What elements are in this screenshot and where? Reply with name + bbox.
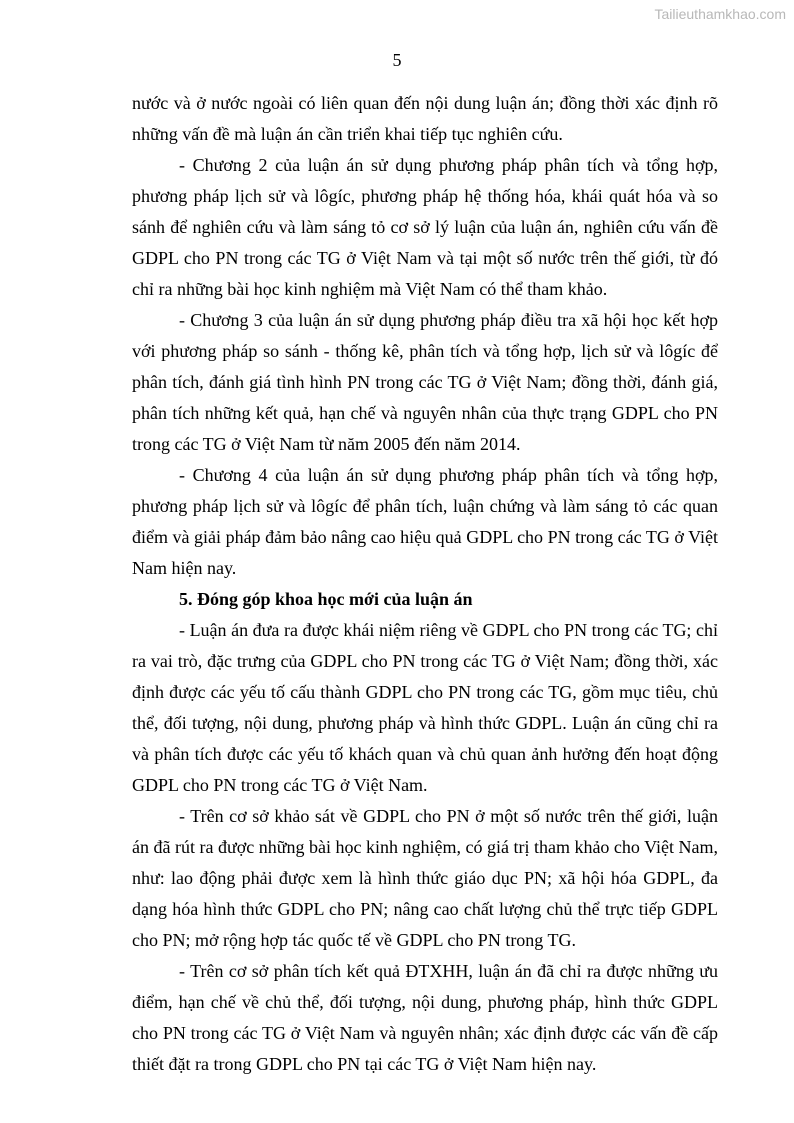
page-number: 5 [392,50,402,70]
paragraph-chapter-3: - Chương 3 của luận án sử dụng phương pháp điều tra xã hội học kết hợp với phương pháp so sánh - thống kê, phân tích và tổng hợp, lịch sử và lôgíc để phân tích, đánh giá tình hình PN trong các TG ở Việt Nam; đồng thời, đánh giá, phân tích những kết quả, hạn chế và nguyên nhân của thực trạng GDPL cho PN trong các TG ở Việt Nam từ năm 2005 đến năm 2014. [132,310,718,454]
paragraph-contribution-1: - Luận án đưa ra được khái niệm riêng về GDPL cho PN trong các TG; chỉ ra vai trò, đặc trưng của GDPL cho PN trong các TG ở Việt Nam; đồng thời, xác định được các yếu tố cấu thành GDPL cho PN trong các TG, gồm mục tiêu, chủ thể, đối tượng, nội dung, phương pháp và hình thức GDPL. Luận án cũng chỉ ra và phân tích được các yếu tố khách quan và chủ quan ảnh hưởng đến hoạt động GDPL cho PN trong các TG ở Việt Nam. [132,620,718,795]
page-body [132,88,718,1080]
paragraph-chapter-4: - Chương 4 của luận án sử dụng phương pháp phân tích và tổng hợp, phương pháp lịch sử và lôgíc để phân tích, luận chứng và làm sáng tỏ các quan điểm và giải pháp đảm bảo nâng cao hiệu quả GDPL cho PN trong các TG ở Việt Nam hiện nay. [132,465,718,578]
paragraph-contribution-2: - Trên cơ sở khảo sát về GDPL cho PN ở một số nước trên thế giới, luận án đã rút ra được những bài học kinh nghiệm, có giá trị tham khảo cho Việt Nam, như: lao động phải được xem là hình thức giáo dục PN; xã hội hóa GDPL, đa dạng hóa hình thức GDPL cho PN; nâng cao chất lượng chủ thể trực tiếp GDPL cho PN; mở rộng hợp tác quốc tế về GDPL cho PN trong TG. [132,806,718,950]
paragraph-chapter-2: - Chương 2 của luận án sử dụng phương pháp phân tích và tổng hợp, phương pháp lịch sử và lôgíc, phương pháp hệ thống hóa, khái quát hóa và so sánh để nghiên cứu và làm sáng tỏ cơ sở lý luận của luận án, nghiên cứu vấn đề GDPL cho PN trong các TG ở Việt Nam và tại một số nước trên thế giới, từ đó chỉ ra những bài học kinh nghiệm mà Việt Nam có thể tham khảo. [132,155,718,299]
paragraph-continued: nước và ở nước ngoài có liên quan đến nội dung luận án; đồng thời xác định rõ những vấn đề mà luận án cần triển khai tiếp tục nghiên cứu. [132,93,718,144]
section-heading: 5. Đóng góp khoa học mới của luận án [179,589,473,609]
watermark: Tailieuthamkhao.com [654,6,786,22]
paragraph-contribution-3: - Trên cơ sở phân tích kết quả ĐTXHH, luận án đã chỉ ra được những ưu điểm, hạn chế về chủ thể, đối tượng, nội dung, phương pháp, hình thức GDPL cho PN trong các TG ở Việt Nam và nguyên nhân; xác định được các vấn đề cấp thiết đặt ra trong GDPL cho PN tại các TG ở Việt Nam hiện nay. [132,961,718,1074]
